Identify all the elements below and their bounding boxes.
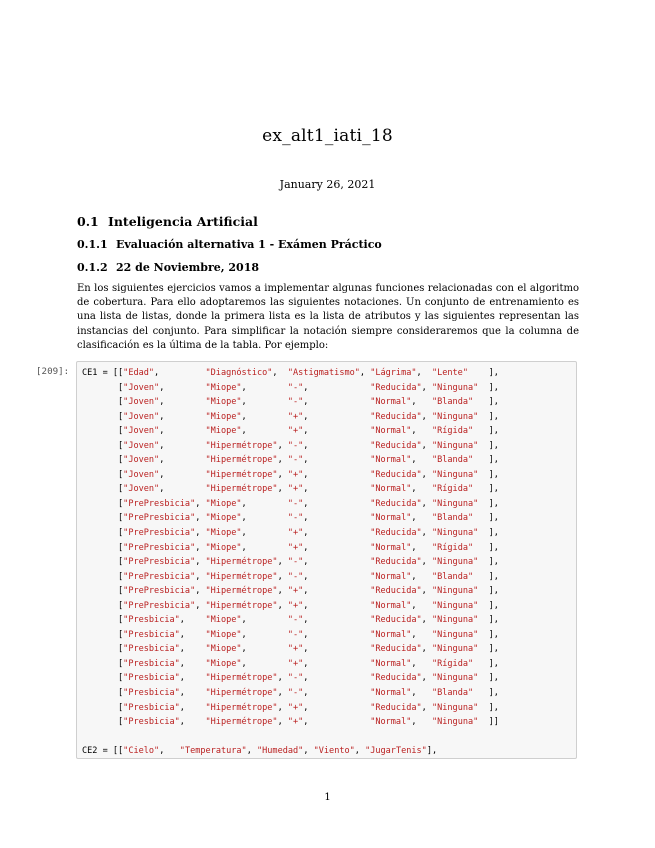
code-string: "Cielo" bbox=[123, 746, 160, 757]
code-string: "Presbicia" bbox=[123, 629, 180, 640]
code-string: "Joven" bbox=[123, 469, 160, 480]
code-string: "Hipermétrope" bbox=[205, 469, 278, 480]
code-string: "JugarTenis" bbox=[365, 746, 427, 757]
code-string: "Miope" bbox=[205, 615, 242, 626]
code-string: "Ninguna" bbox=[431, 528, 479, 539]
code-string: "Rígida" bbox=[431, 484, 474, 495]
code-string: "Ninguna" bbox=[431, 717, 479, 728]
subsection-heading bbox=[77, 238, 382, 251]
code-string: "-" bbox=[287, 629, 304, 640]
code-block: CE1 = [["Edad", "Diagnóstico", "Astigmatismo", "Lágrima", "Lente" ], ["Joven", "Miope", "-", "Reducida", "Ninguna" ], ["Joven", "Miope", "-", "Normal", "Blanda" ], ["Joven", "Miope", "+", "Reducida", "Ninguna" ], ["Joven", "Miope", "+", "Normal", "Rígida" ], ["Joven", "Hipermétrope", "-", "Reducida", "Ninguna" ], ["Joven", "Hipermétrope", "-", "Normal", "Blanda" ], ["Joven", "Hipermétrope", "+", "Reducida", "Ninguna" ], ["Joven", "Hipermétrope", "+", "Normal", "Rígida" ], ["PrePresbicia", "Miope", "-", "Reducida", "Ninguna" ], ["PrePresbicia", "Miope", "-", "Normal", "Blanda" ], ["PrePresbicia", "Miope", "+", "Reducida", "Ninguna" ], ["PrePresbicia", "Miope", "+", "Normal", "Rígida" ], ["PrePresbicia", "Hipermétrope", "-", "Reducida", "Ninguna" ], ["PrePresbicia", "Hipermétrope", "-", "Normal", "Blanda" ], ["PrePresbicia", "Hipermétrope", "+", "Reducida", "Ninguna" ], ["PrePresbicia", "Hipermétrope", "+", "Normal", "Ninguna" ], ["Presbicia", "Miope", "-", "Reducida", "Ninguna" ], ["Presbicia", "Miope", "-", "Normal", "Ninguna" ], ["Presbicia", "Miope", "+", "Reducida", "Ninguna" ], ["Presbicia", "Miope", "+", "Normal", "Rígida" ], ["Presbicia", "Hipermétrope", "-", "Reducida", "Ninguna" ], ["Presbicia", "Hipermétrope", "-", "Normal", "Blanda" ], ["Presbicia", "Hipermétrope", "+", "Reducida", "Ninguna" ], ["Presbicia", "Hipermétrope", "+", "Normal", "Ninguna" ]] CE2 = [["Cielo", "Temperatura", "Humedad", "Viento", "JugarTenis"], bbox=[82, 368, 499, 757]
paragraph-text: En los siguientes ejercicios vamos a implementar algunas funciones relacionadas con el algoritmo de cobertura. Para ello adoptaremos las siguientes notaciones. Un conjunto de entrenamiento es una lista de listas, donde la primera lista es la lista de atributos y las siguientes representan las instancias del conjunto. Para simplificar la notación siempre consideraremos que la columna de clasificación es la última de la tabla. Por ejemplo: bbox=[77, 283, 579, 351]
code-string: "Joven" bbox=[123, 426, 160, 437]
code-string: "Hipermétrope" bbox=[205, 717, 278, 728]
document-date: January 26, 2021 bbox=[279, 178, 376, 191]
code-string: "PrePresbicia" bbox=[123, 557, 196, 568]
code-string: "-" bbox=[287, 455, 304, 466]
section-number: 0.1 bbox=[77, 214, 99, 229]
code-string: "+" bbox=[287, 484, 304, 495]
code-string: "Miope" bbox=[205, 426, 242, 437]
code-string: "Presbicia" bbox=[123, 615, 180, 626]
code-string: "Normal" bbox=[370, 600, 412, 611]
code-string: "Blanda" bbox=[431, 513, 474, 524]
code-string: "-" bbox=[287, 440, 304, 451]
subsection-title: 22 de Noviembre, 2018 bbox=[116, 261, 260, 274]
code-string: "PrePresbicia" bbox=[123, 571, 196, 582]
code-string: "+" bbox=[287, 644, 304, 655]
code-string: "Reducida" bbox=[370, 440, 422, 451]
code-string: "-" bbox=[287, 513, 304, 524]
code-string: "+" bbox=[287, 469, 304, 480]
code-string: "Hipermétrope" bbox=[205, 455, 278, 466]
intro-paragraph bbox=[77, 282, 579, 353]
code-string: "Ninguna" bbox=[431, 411, 479, 422]
code-string: "Ninguna" bbox=[431, 382, 479, 393]
code-string: "Reducida" bbox=[370, 382, 422, 393]
code-string: "Hipermétrope" bbox=[205, 586, 278, 597]
code-string: "-" bbox=[287, 557, 304, 568]
code-string: "Normal" bbox=[370, 658, 412, 669]
code-string: "Miope" bbox=[205, 629, 242, 640]
code-string: "Normal" bbox=[370, 571, 412, 582]
code-string: "Joven" bbox=[123, 484, 160, 495]
code-string: "Miope" bbox=[205, 411, 242, 422]
subsection-heading-date bbox=[77, 261, 259, 274]
code-string: "Reducida" bbox=[370, 615, 422, 626]
section-heading bbox=[77, 214, 258, 229]
section-title: Inteligencia Artificial bbox=[108, 214, 258, 229]
code-string: "Miope" bbox=[205, 528, 242, 539]
code-string: "Astigmatismo" bbox=[287, 368, 360, 378]
subsection-number: 0.1.2 bbox=[77, 261, 108, 274]
code-string: "Presbicia" bbox=[123, 658, 180, 669]
code-string: "-" bbox=[287, 498, 304, 509]
code-string: "Miope" bbox=[205, 397, 242, 408]
code-string: "Ninguna" bbox=[431, 600, 479, 611]
code-string: "Ninguna" bbox=[431, 498, 479, 509]
code-string: "Presbicia" bbox=[123, 688, 180, 699]
code-string: "+" bbox=[287, 411, 304, 422]
code-string: "-" bbox=[287, 397, 304, 408]
code-string: "Reducida" bbox=[370, 498, 422, 509]
code-string: "Normal" bbox=[370, 688, 412, 699]
code-string: "+" bbox=[287, 600, 304, 611]
code-string: "Ninguna" bbox=[431, 440, 479, 451]
code-string: "Miope" bbox=[205, 644, 242, 655]
code-string: "Ninguna" bbox=[431, 702, 479, 713]
code-string: "-" bbox=[287, 382, 304, 393]
code-string: "Ninguna" bbox=[431, 644, 479, 655]
subsection-title: Evaluación alternativa 1 - Exámen Práctico bbox=[116, 238, 382, 251]
code-string: "Blanda" bbox=[431, 688, 474, 699]
code-string: "Reducida" bbox=[370, 411, 422, 422]
code-string: "Normal" bbox=[370, 513, 412, 524]
code-string: "Joven" bbox=[123, 411, 160, 422]
code-string: "Hipermétrope" bbox=[205, 600, 278, 611]
code-string: "Reducida" bbox=[370, 557, 422, 568]
code-string: "Hipermétrope" bbox=[205, 688, 278, 699]
code-string: "Miope" bbox=[205, 658, 242, 669]
code-string: "Humedad" bbox=[257, 746, 304, 757]
code-string: "Joven" bbox=[123, 382, 160, 393]
code-string: "Reducida" bbox=[370, 702, 422, 713]
code-string: "Edad" bbox=[123, 368, 155, 378]
code-string: "Hipermétrope" bbox=[205, 440, 278, 451]
code-string: "Presbicia" bbox=[123, 673, 180, 684]
cell-prompt: [209]: bbox=[36, 366, 70, 377]
code-string: "Normal" bbox=[370, 426, 412, 437]
code-string: "Joven" bbox=[123, 440, 160, 451]
code-string: "-" bbox=[287, 673, 304, 684]
code-string: "Hipermétrope" bbox=[205, 702, 278, 713]
code-string: "Normal" bbox=[370, 397, 412, 408]
code-string: "Normal" bbox=[370, 455, 412, 466]
code-string: "Reducida" bbox=[370, 644, 422, 655]
code-string: "Rígida" bbox=[431, 658, 474, 669]
code-string: "Miope" bbox=[205, 542, 242, 553]
code-string: "Miope" bbox=[205, 513, 242, 524]
code-string: "Blanda" bbox=[431, 397, 474, 408]
code-string: "-" bbox=[287, 688, 304, 699]
code-string: "Ninguna" bbox=[431, 586, 479, 597]
code-string: "Normal" bbox=[370, 542, 412, 553]
code-string: "Normal" bbox=[370, 717, 412, 728]
code-string: "Hipermétrope" bbox=[205, 571, 278, 582]
code-string: "Temperatura" bbox=[179, 746, 247, 757]
code-string: "-" bbox=[287, 615, 304, 626]
code-string: "PrePresbicia" bbox=[123, 498, 196, 509]
code-string: "Hipermétrope" bbox=[205, 557, 278, 568]
code-string: "+" bbox=[287, 658, 304, 669]
code-string: "PrePresbicia" bbox=[123, 586, 196, 597]
code-string: "PrePresbicia" bbox=[123, 513, 196, 524]
code-string: "Blanda" bbox=[431, 571, 474, 582]
code-string: "Rígida" bbox=[431, 542, 474, 553]
code-string: "Presbicia" bbox=[123, 702, 180, 713]
code-string: "PrePresbicia" bbox=[123, 600, 196, 611]
code-string: "Blanda" bbox=[431, 455, 474, 466]
code-string: "+" bbox=[287, 528, 304, 539]
code-string: "Ninguna" bbox=[431, 557, 479, 568]
code-string: "+" bbox=[287, 426, 304, 437]
subsection-number: 0.1.1 bbox=[77, 238, 108, 251]
code-string: "Normal" bbox=[370, 629, 412, 640]
page-number: 1 bbox=[324, 792, 331, 803]
code-string: "+" bbox=[287, 542, 304, 553]
code-string: "Reducida" bbox=[370, 469, 422, 480]
code-string: "Reducida" bbox=[370, 586, 422, 597]
code-string: "Hipermétrope" bbox=[205, 673, 278, 684]
code-string: "+" bbox=[287, 717, 304, 728]
code-string: "Ninguna" bbox=[431, 673, 479, 684]
code-string: "Presbicia" bbox=[123, 717, 180, 728]
code-string: "Miope" bbox=[205, 498, 242, 509]
code-string: "Rígida" bbox=[431, 426, 474, 437]
code-string: "Hipermétrope" bbox=[205, 484, 278, 495]
code-string: "Diagnóstico" bbox=[205, 368, 273, 378]
code-string: "Presbicia" bbox=[123, 644, 180, 655]
code-string: "Viento" bbox=[313, 746, 355, 757]
code-string: "Joven" bbox=[123, 397, 160, 408]
code-string: "Miope" bbox=[205, 382, 242, 393]
code-string: "+" bbox=[287, 702, 304, 713]
code-string: "Joven" bbox=[123, 455, 160, 466]
code-string: "PrePresbicia" bbox=[123, 528, 196, 539]
code-string: "Reducida" bbox=[370, 528, 422, 539]
code-string: "Normal" bbox=[370, 484, 412, 495]
document-title: ex_alt1_iati_18 bbox=[262, 126, 393, 146]
code-string: "Lágrima" bbox=[370, 368, 417, 378]
code-string: "Lente" bbox=[431, 368, 468, 378]
code-string: "Ninguna" bbox=[431, 615, 479, 626]
code-string: "Reducida" bbox=[370, 673, 422, 684]
code-string: "PrePresbicia" bbox=[123, 542, 196, 553]
code-string: "Ninguna" bbox=[431, 629, 479, 640]
code-string: "-" bbox=[287, 571, 304, 582]
code-string: "+" bbox=[287, 586, 304, 597]
code-string: "Ninguna" bbox=[431, 469, 479, 480]
